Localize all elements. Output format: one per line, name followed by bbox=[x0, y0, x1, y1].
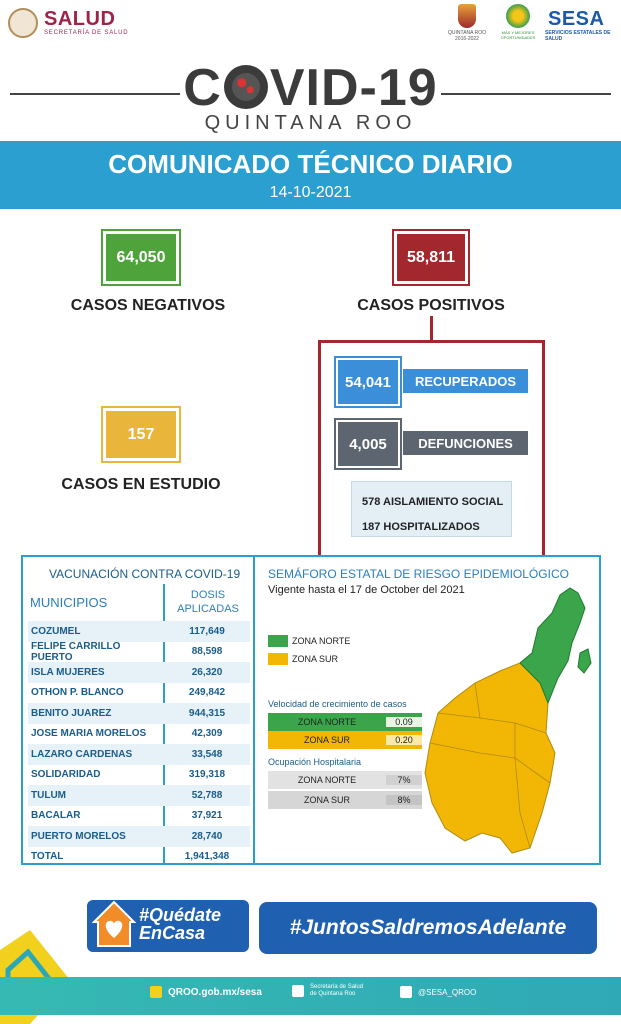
banner-title: COMUNICADO TÉCNICO DIARIO bbox=[108, 149, 513, 179]
covid-title bbox=[0, 58, 621, 118]
footer-twitter-link[interactable] bbox=[400, 986, 476, 998]
dosis-cell: 117,649 bbox=[189, 625, 225, 637]
ocupacion-row-sur bbox=[268, 791, 422, 809]
table-row bbox=[28, 662, 250, 683]
covid-title-right: VID-19 bbox=[269, 59, 438, 117]
legend-label-sur: ZONA SUR bbox=[292, 654, 339, 664]
semaforo-title: SEMÁFORO ESTATAL DE RIESGO EPIDEMIOLÓGICO bbox=[268, 567, 569, 581]
state-subtitle: QUINTANA ROO bbox=[204, 112, 417, 134]
municipio-cell: LAZARO CARDENAS bbox=[31, 748, 133, 760]
dosis-cell: 26,320 bbox=[191, 666, 223, 678]
table-row bbox=[28, 683, 250, 704]
footer-facebook-line1: Secretaría de Salud bbox=[310, 984, 364, 990]
map-cozumel bbox=[578, 649, 591, 673]
table-row bbox=[28, 785, 250, 806]
legend-item-norte bbox=[268, 632, 350, 650]
hospitalizados-value: 187 bbox=[362, 521, 381, 533]
qroo-logo-text: QUINTANA ROO bbox=[448, 30, 486, 36]
table-row bbox=[28, 642, 250, 663]
panel-divider bbox=[253, 557, 255, 864]
table-row bbox=[28, 744, 250, 765]
vaccination-table bbox=[28, 621, 250, 867]
footer-facebook-link[interactable] bbox=[292, 984, 363, 998]
dosis-header-line1: DOSIS bbox=[190, 589, 226, 601]
map-zona-sur bbox=[425, 653, 555, 853]
negativos-value: 64,050 bbox=[103, 231, 179, 284]
virus-icon bbox=[224, 65, 268, 109]
quintana-roo-logo bbox=[444, 4, 490, 46]
active-cases-box bbox=[351, 481, 512, 537]
dosis-cell: 944,315 bbox=[188, 707, 226, 719]
velocidad-valor: 0.09 bbox=[386, 717, 422, 727]
positivos-label: CASOS POSITIVOS bbox=[357, 297, 505, 314]
table-row bbox=[28, 724, 250, 745]
velocidad-row-norte bbox=[268, 713, 422, 731]
ocupacion-valor: 8% bbox=[386, 795, 422, 805]
municipio-cell: TULUM bbox=[31, 789, 66, 801]
municipio-cell: FELIPE CARRILLO PUERTO bbox=[31, 640, 121, 663]
quedate-line2: EnCasa bbox=[139, 923, 206, 943]
footer-web-text: QROO.gob.mx/sesa bbox=[168, 986, 262, 998]
facebook-icon bbox=[292, 985, 304, 997]
footer-facebook-line2: de Quintana Roo bbox=[310, 991, 356, 997]
dosis-cell: 52,788 bbox=[191, 789, 223, 801]
dosis-header bbox=[168, 588, 248, 616]
footer-web-link[interactable] bbox=[150, 986, 262, 998]
ocupacion-table bbox=[268, 771, 422, 809]
table-row bbox=[28, 621, 250, 642]
quedate-line1: #Quédate bbox=[139, 905, 222, 925]
qroo-logo-years: 2016-2022 bbox=[455, 36, 479, 42]
semaforo-vigencia: Vigente hasta el 17 de October del 2021 bbox=[268, 584, 465, 596]
house-heart-icon bbox=[90, 898, 138, 950]
municipio-cell: BENITO JUAREZ bbox=[31, 707, 112, 719]
tree-icon bbox=[506, 4, 530, 28]
ocupacion-zona: ZONA SUR bbox=[303, 795, 350, 805]
velocidad-row-sur bbox=[268, 731, 422, 749]
velocidad-zona: ZONA NORTE bbox=[297, 717, 357, 727]
footer-facebook-text bbox=[310, 984, 363, 998]
dosis-cell: 28,740 bbox=[191, 830, 223, 842]
hospitalizados-row bbox=[362, 515, 511, 540]
dosis-cell: 1,941,348 bbox=[184, 851, 230, 863]
negativos-label: CASOS NEGATIVOS bbox=[70, 297, 226, 314]
dosis-cell: 37,921 bbox=[191, 810, 223, 822]
defunciones-label: DEFUNCIONES bbox=[403, 431, 528, 455]
ocupacion-valor: 7% bbox=[386, 775, 422, 785]
dosis-cell: 319,318 bbox=[188, 769, 226, 781]
municipio-cell: ISLA MUJERES bbox=[31, 666, 105, 678]
dosis-cell: 33,548 bbox=[191, 748, 223, 760]
table-row bbox=[28, 826, 250, 847]
legend-item-sur bbox=[268, 650, 350, 668]
dosis-cell: 88,598 bbox=[191, 646, 223, 658]
table-row bbox=[28, 847, 250, 868]
salud-logo-subtitle: SECRETARÍA DE SALUD bbox=[44, 30, 129, 36]
table-row bbox=[28, 806, 250, 827]
quintana-roo-map bbox=[420, 583, 595, 858]
dosis-cell: 42,309 bbox=[191, 728, 223, 740]
ocupacion-row-norte bbox=[268, 771, 422, 789]
banner-date: 14-10-2021 bbox=[269, 184, 352, 201]
tree-logo-text: MÁS Y MEJORES OPORTUNIDADES bbox=[500, 30, 536, 40]
sesa-logo-title: SESA bbox=[548, 8, 605, 30]
dosis-cell: 249,842 bbox=[188, 687, 226, 699]
legend-swatch-norte bbox=[268, 635, 288, 647]
covid-title-left: C bbox=[183, 59, 222, 117]
defunciones-value: 4,005 bbox=[336, 420, 400, 468]
aislamiento-value: 578 bbox=[362, 496, 381, 508]
table-row bbox=[28, 765, 250, 786]
velocidad-valor: 0.20 bbox=[386, 735, 422, 745]
municipio-cell: COZUMEL bbox=[31, 625, 81, 637]
qroo-logo-icon bbox=[150, 986, 162, 998]
dosis-header-line2: APLICADAS bbox=[177, 603, 239, 615]
juntos-saldremos-banner: #JuntosSaldremosAdelante bbox=[259, 902, 597, 954]
municipio-cell: TOTAL bbox=[31, 851, 64, 863]
sesa-logo-subtitle: SERVICIOS ESTATALES DE SALUD bbox=[545, 30, 611, 42]
salud-logo-title: SALUD bbox=[44, 8, 116, 30]
estudio-value: 157 bbox=[103, 408, 179, 461]
velocidad-zona: ZONA SUR bbox=[303, 735, 350, 745]
ocupacion-title: Ocupación Hospitalaria bbox=[268, 757, 362, 767]
aislamiento-row bbox=[362, 490, 511, 515]
legend-swatch-sur bbox=[268, 653, 288, 665]
positivos-value: 58,811 bbox=[394, 231, 468, 284]
report-banner bbox=[0, 141, 621, 209]
aislamiento-label: AISLAMIENTO SOCIAL bbox=[383, 496, 504, 508]
vaccination-title: VACUNACIÓN CONTRA COVID-19 bbox=[49, 567, 241, 581]
recuperados-label: RECUPERADOS bbox=[403, 369, 528, 393]
velocidad-title: Velocidad de crecimiento de casos bbox=[268, 699, 407, 709]
positivos-connector bbox=[430, 316, 433, 342]
table-row bbox=[28, 703, 250, 724]
footer-twitter-text: @SESA_QROO bbox=[418, 987, 477, 997]
hospitalizados-label: HOSPITALIZADOS bbox=[383, 521, 480, 533]
salud-emblem-icon bbox=[8, 8, 38, 38]
municipio-cell: PUERTO MORELOS bbox=[31, 830, 126, 842]
twitter-icon bbox=[400, 986, 412, 998]
legend-label-norte: ZONA NORTE bbox=[292, 636, 351, 646]
semaforo-legend bbox=[268, 632, 350, 668]
municipios-header: MUNICIPIOS bbox=[30, 595, 108, 610]
oportunidades-logo bbox=[498, 4, 538, 46]
estudio-label: CASOS EN ESTUDIO bbox=[61, 476, 221, 493]
ocupacion-zona: ZONA NORTE bbox=[297, 775, 357, 785]
recuperados-value: 54,041 bbox=[336, 358, 400, 406]
municipio-cell: OTHON P. BLANCO bbox=[31, 687, 124, 699]
velocidad-table bbox=[268, 713, 422, 749]
shield-icon bbox=[458, 4, 476, 28]
municipio-cell: BACALAR bbox=[31, 810, 81, 822]
municipio-cell: SOLIDARIDAD bbox=[31, 769, 101, 781]
municipio-cell: JOSE MARIA MORELOS bbox=[31, 728, 147, 740]
